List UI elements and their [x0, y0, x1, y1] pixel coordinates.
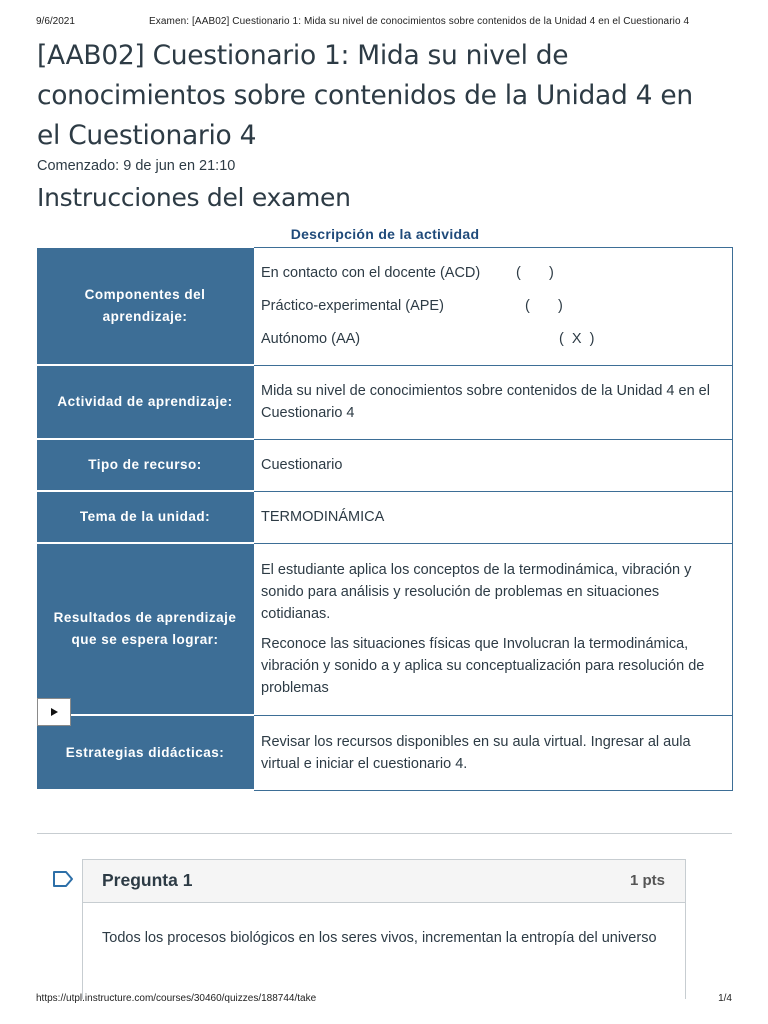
components-label: Componentes del aprendizaje: — [37, 247, 254, 365]
quiz-started — [37, 158, 235, 174]
component-mark: ( ) — [516, 264, 554, 281]
bookmark-flag-icon[interactable] — [52, 870, 74, 888]
question-name: Pregunta 1 — [102, 870, 193, 890]
play-icon — [49, 707, 59, 717]
question-card — [82, 859, 686, 999]
print-page-title: Examen: [AAB02] Cuestionario 1: Mida su nivel de conocimientos sobre contenidos de la Unidad 4 en el Cuestionario 4 — [149, 16, 690, 27]
print-url: https://utpl.instructure.com/courses/30460/quizzes/188744/take — [36, 993, 317, 1004]
row-results — [37, 543, 733, 715]
component-name: Práctico-experimental (APE) — [261, 297, 444, 314]
activity-value: Mida su nivel de conocimientos sobre contenidos de la Unidad 4 en el Cuestionario 4 — [254, 365, 733, 439]
strategies-value: Revisar los recursos disponibles en su aula virtual. Ingresar al aula virtual e iniciar el cuestionario 4. — [254, 715, 733, 790]
strategies-label: Estrategias didácticas: — [37, 715, 254, 790]
component-name: Autónomo (AA) — [261, 330, 361, 347]
row-unit-topic — [37, 491, 733, 543]
row-components — [37, 247, 733, 365]
resource-type-value: Cuestionario — [254, 439, 733, 491]
question-header — [83, 860, 685, 903]
results-paragraph: El estudiante aplica los conceptos de la termodinámica, vibración y sonido para análisis y resolución de problemas en situaciones cotidianas. — [261, 562, 692, 622]
results-cell — [254, 543, 733, 715]
component-mark: ( X ) — [559, 330, 595, 347]
started-value: 9 de jun en 21:10 — [123, 158, 236, 174]
components-cell — [254, 247, 733, 365]
results-paragraph: Reconoce las situaciones físicas que Involucran la termodinámica, vibración y sonido a y aplica su conceptualización para resolución de problemas — [261, 636, 705, 696]
resource-type-label: Tipo de recurso: — [37, 439, 254, 491]
row-resource-type — [37, 439, 733, 491]
results-label: Resultados de aprendizaje que se espera lograr: — [37, 543, 254, 715]
table-caption: Descripción de la actividad — [290, 226, 480, 242]
unit-topic-label: Tema de la unidad: — [37, 491, 254, 543]
quiz-title: [AAB02] Cuestionario 1: Mida su nivel de conocimientos sobre contenidos de la Unidad 4 en el Cuestionario 4 — [37, 40, 693, 151]
print-date: 9/6/2021 — [36, 16, 75, 27]
print-header — [36, 16, 732, 30]
activity-label: Actividad de aprendizaje: — [37, 365, 254, 439]
component-item — [261, 290, 724, 323]
play-button[interactable] — [37, 698, 71, 726]
unit-topic-value: TERMODINÁMICA — [254, 491, 733, 543]
print-footer — [36, 993, 732, 1007]
question-text: Todos los procesos biológicos en los seres vivos, incrementan la entropía del universo — [102, 930, 657, 946]
section-divider — [37, 833, 732, 834]
instructions-heading: Instrucciones del examen — [37, 183, 351, 212]
print-page-number: 1/4 — [718, 993, 732, 1004]
component-name: En contacto con el docente (ACD) — [261, 264, 481, 281]
activity-description-table — [37, 246, 733, 791]
component-mark: ( ) — [525, 297, 563, 314]
component-item — [261, 257, 724, 290]
started-label: Comenzado: — [37, 158, 120, 174]
row-strategies — [37, 715, 733, 790]
component-item — [261, 323, 724, 356]
question-points: 1 pts — [629, 872, 665, 889]
row-activity — [37, 365, 733, 439]
